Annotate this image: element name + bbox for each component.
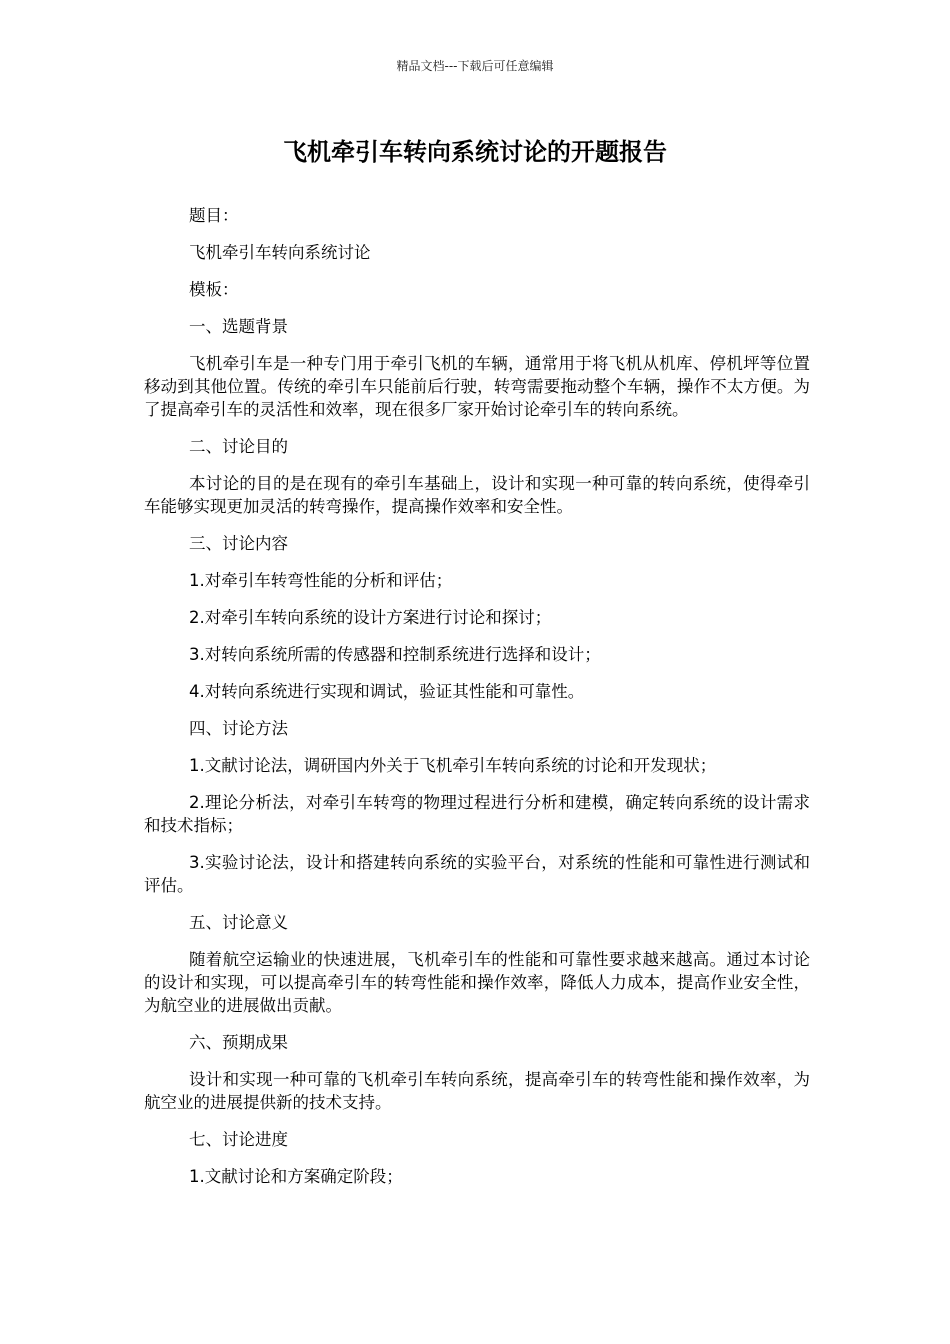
- paragraph-purpose: 本讨论的目的是在现有的牵引车基础上，设计和实现一种可靠的转向系统，使得牵引车能够实现更加灵活的转弯操作，提高操作效率和安全性。: [144, 474, 810, 516]
- paragraph-background: 飞机牵引车是一种专门用于牵引飞机的车辆，通常用于将飞机从机库、停机坪等位置移动到其他位置。传统的牵引车只能前后行驶，转弯需要拖动整个车辆，操作不太方便。为了提高牵引车的灵活性和效率，现在很多厂家开始讨论牵引车的转向系统。: [144, 354, 810, 419]
- paragraph-results: 设计和实现一种可靠的飞机牵引车转向系统，提高牵引车的转弯性能和操作效率，为航空业的进展提供新的技术支持。: [144, 1070, 810, 1112]
- list-item-content-3: 3.对转向系统所需的传感器和控制系统进行选择和设计；: [189, 645, 601, 664]
- document-body: [144, 204, 810, 1202]
- section-heading-method: 四、讨论方法: [189, 719, 288, 738]
- list-item-method-1: 1.文献讨论法，调研国内外关于飞机牵引车转向系统的讨论和开发现状；: [189, 756, 717, 775]
- section-heading-schedule: 七、讨论进度: [189, 1130, 288, 1149]
- section-heading-purpose: 二、讨论目的: [189, 437, 288, 456]
- list-item-method-2: 2.理论分析法，对牵引车转弯的物理过程进行分析和建模，确定转向系统的设计需求和技术指标；: [144, 793, 810, 835]
- list-item-content-4: 4.对转向系统进行实现和调试，验证其性能和可靠性。: [189, 682, 585, 701]
- paragraph-topic-label: 题目：: [189, 206, 239, 225]
- list-item-content-1: 1.对牵引车转弯性能的分析和评估；: [189, 571, 453, 590]
- section-heading-results: 六、预期成果: [189, 1033, 288, 1052]
- list-item-content-2: 2.对牵引车转向系统的设计方案进行讨论和探讨；: [189, 608, 552, 627]
- list-item-method-3: 3.实验讨论法，设计和搭建转向系统的实验平台，对系统的性能和可靠性进行测试和评估。: [144, 853, 810, 895]
- paragraph-significance: 随着航空运输业的快速进展，飞机牵引车的性能和可靠性要求越来越高。通过本讨论的设计和实现，可以提高牵引车的转弯性能和操作效率，降低人力成本，提高作业安全性，为航空业的进展做出贡献。: [144, 950, 810, 1015]
- paragraph-topic: 飞机牵引车转向系统讨论: [189, 243, 371, 262]
- section-heading-content: 三、讨论内容: [189, 534, 288, 553]
- header-note: 精品文档---下载后可任意编辑: [396, 59, 554, 73]
- section-heading-background: 一、选题背景: [189, 317, 288, 336]
- list-item-schedule-1: 1.文献讨论和方案确定阶段；: [189, 1167, 403, 1186]
- section-heading-significance: 五、讨论意义: [189, 913, 288, 932]
- document-title: 飞机牵引车转向系统讨论的开题报告: [283, 138, 667, 166]
- paragraph-template-label: 模板：: [189, 280, 239, 299]
